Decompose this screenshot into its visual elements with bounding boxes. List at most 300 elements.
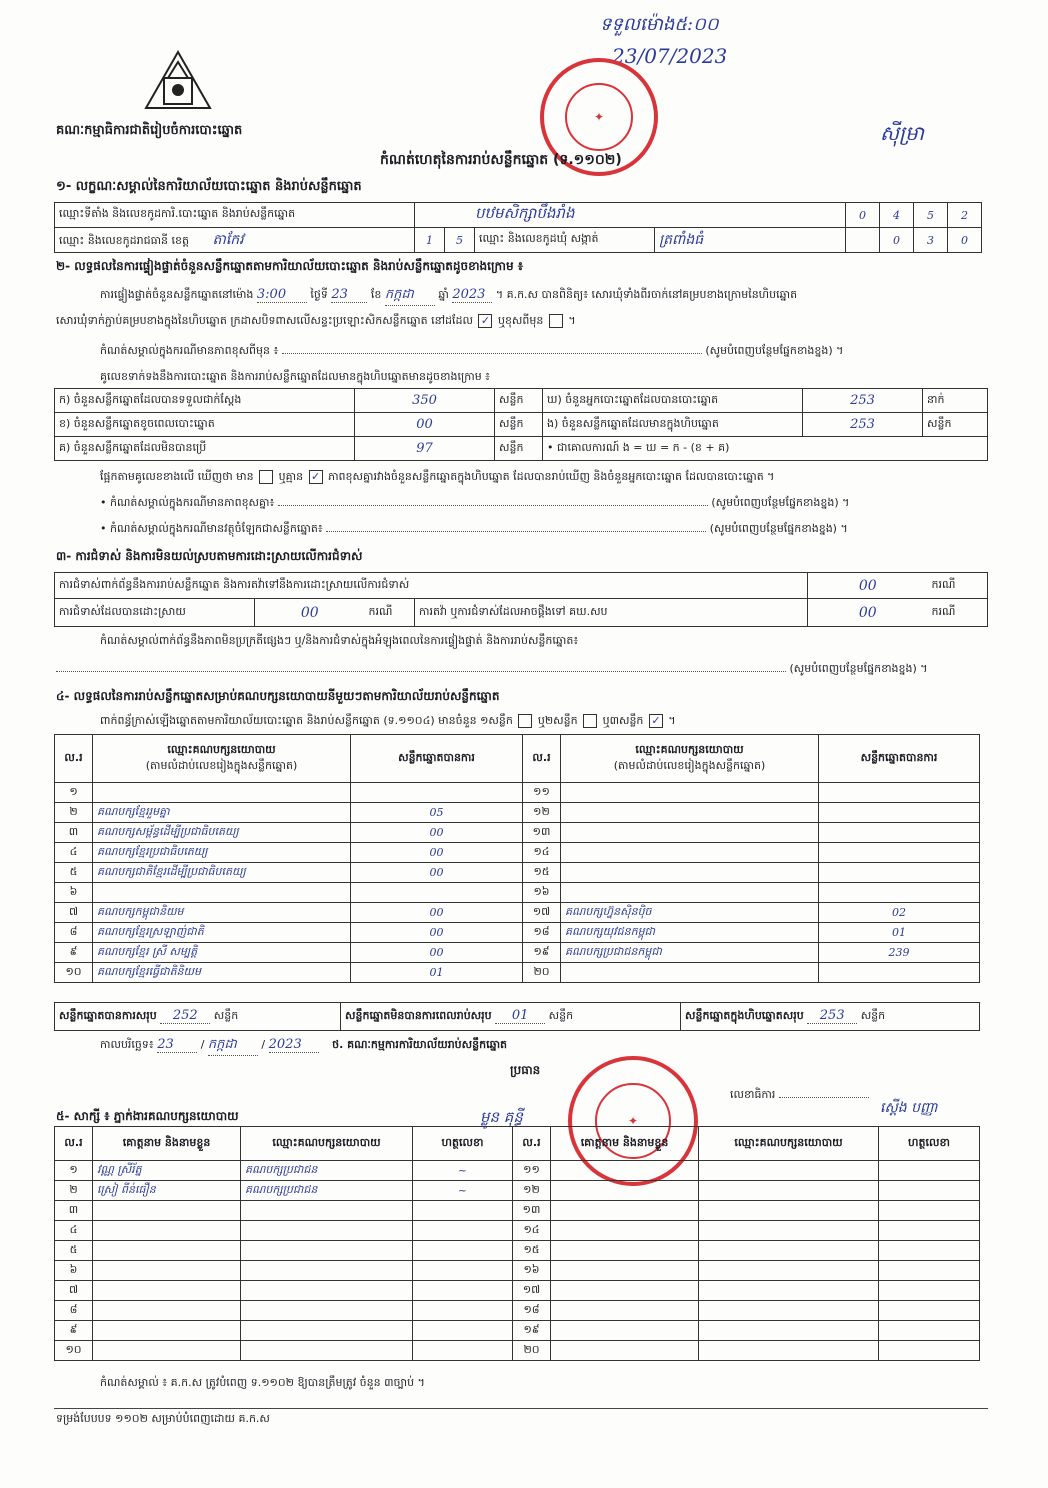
- witness-name: [551, 1301, 699, 1321]
- w-col-no-left: ល.រ: [55, 1127, 93, 1161]
- party-name: គណបក្សខ្មែររួមគ្នា: [93, 803, 351, 823]
- received-signature: ស៊ីម្រា: [880, 121, 925, 145]
- col-votes-left: សន្លឹកឆ្នោតបានការ: [351, 735, 523, 783]
- witness-party: [241, 1241, 413, 1261]
- party-votes: [819, 843, 980, 863]
- w-col-party-left: ឈ្មោះគណបក្សនយោបាយ: [241, 1127, 413, 1161]
- table-row: [55, 1181, 980, 1201]
- count-b-unit: សន្លឹក: [495, 413, 543, 437]
- witness-body: [55, 1161, 980, 1361]
- party-votes: 239: [819, 943, 980, 963]
- row-no: ១៤: [523, 843, 561, 863]
- witness-party: [699, 1161, 879, 1181]
- resolved-label: ការជំទាស់ដែលបានដោះស្រាយ: [55, 599, 255, 627]
- witness-name: [551, 1321, 699, 1341]
- party-votes: [351, 883, 523, 903]
- count-a-unit: សន្លឹក: [495, 389, 543, 413]
- table-row: [55, 1301, 980, 1321]
- total-valid-value: 252: [160, 1008, 210, 1024]
- date-month: កក្កដា: [208, 1036, 258, 1056]
- witness-name: [93, 1281, 241, 1301]
- section3-table: [54, 572, 988, 627]
- line2-text: សោរឃុំទាក់ភ្ជាប់គម្របខាងក្នុងនៃហិបឆ្នោត ក្រដាសបិទពាសលើសន្ទះប្រឡោះសិកសន្លឹកឆ្នោត នៅដដែល: [56, 314, 473, 327]
- w-row-no: ១៧: [513, 1281, 551, 1301]
- footer-divider: [54, 1408, 988, 1409]
- bullet2-blank: [326, 531, 706, 532]
- w-col-sig-left: ហត្ថលេខា: [413, 1127, 513, 1161]
- witness-party: [699, 1281, 879, 1301]
- witness-party: [241, 1201, 413, 1221]
- witness-signature: [879, 1201, 980, 1221]
- col-no-left: ល.រ: [55, 735, 93, 783]
- witness-signature: [413, 1201, 513, 1221]
- line2-yes: ឬខុសពីមុន: [497, 314, 544, 327]
- row-no: ៩: [55, 943, 93, 963]
- witness-name: [93, 1321, 241, 1341]
- place-value: បឋមសិក្សាបឹងរាំង: [415, 203, 846, 228]
- province-code-2: 5: [445, 228, 475, 253]
- row-no: ១៩: [523, 943, 561, 963]
- no-difference-checkbox[interactable]: ✓: [309, 470, 323, 484]
- count-c-value: 97: [355, 437, 495, 461]
- footer-bottom: ទម្រង់បែបបទ ១១០២ សម្រាប់បំពេញដោយ គ.ក.ស: [56, 1412, 270, 1425]
- witness-name: [93, 1241, 241, 1261]
- section1-table: [54, 202, 982, 253]
- province-code-1: 1: [415, 228, 445, 253]
- witness-party: [699, 1221, 879, 1241]
- col-votes-right: សន្លឹកឆ្នោតបានការ: [819, 735, 980, 783]
- place-code-4: 2: [948, 203, 982, 228]
- section5-title: ៥- សាក្សី ៖ ភ្នាក់ងារគណបក្សនយោបាយ: [56, 1109, 239, 1123]
- count-c-label: គ) ចំនួនសន្លឹកឆ្នោតដែលមិនបានប្រើ: [55, 437, 355, 461]
- commune-value: ត្រពាំងធំ: [655, 228, 846, 253]
- party-name: [93, 883, 351, 903]
- section2-line2: សោរឃុំទាក់ភ្ជាប់គម្របខាងក្នុងនៃហិបឆ្នោត ក្រដាសបិទពាសលើសន្ទះប្រឡោះសិកសន្លឹកឆ្នោត នៅដដែល ✓ ឬខុសពីមុន ។: [56, 314, 576, 327]
- witness-signature: [413, 1301, 513, 1321]
- witness-signature: [879, 1161, 980, 1181]
- total-box-value: 253: [807, 1008, 857, 1024]
- resolved-unit: ករណី: [365, 599, 415, 627]
- witness-party: [699, 1321, 879, 1341]
- witness-name: [93, 1201, 241, 1221]
- party-results-body: [55, 783, 980, 983]
- count-e-label: ង) ចំនួនសន្លឹកឆ្នោតដែលមានក្នុងហិបឆ្នោត: [543, 413, 803, 437]
- witness-signature: [879, 1321, 980, 1341]
- party-votes: 05: [351, 803, 523, 823]
- line1-day: 23: [331, 287, 367, 303]
- w-row-no: ២: [55, 1181, 93, 1201]
- row-no: ២០: [523, 963, 561, 983]
- section3-fill-note: (សូមបំពេញបន្ថែមផ្នែកខាងខ្នង) ។: [789, 662, 928, 675]
- total-valid: [55, 1003, 341, 1031]
- sheet1-checkbox[interactable]: [518, 714, 532, 728]
- party-name: គណបក្សជាតិខ្មែរដើម្បីប្រជាធិបតេយ្យ: [93, 863, 351, 883]
- party-name: [561, 803, 819, 823]
- party-name: [561, 963, 819, 983]
- form-title: កំណត់ហេតុនៃការរាប់សន្លឹកឆ្នោត (ទ.១១០២): [380, 152, 622, 168]
- date-line: កាលបរិច្ឆេទ៖ 23 / កក្កដា / 2023 ថ. គណៈកម្មការការិយាល័យរាប់សន្លឹកឆ្នោត: [100, 1036, 507, 1056]
- received-note: ទទួលម៉ោង៥:០០: [600, 14, 719, 35]
- w-row-no: ២០: [513, 1341, 551, 1361]
- line5-b: ឬគ្មាន: [278, 470, 304, 483]
- party-name: [561, 843, 819, 863]
- witness-name: [551, 1241, 699, 1261]
- party-name: គណបក្សយុវជនកម្ពុជា: [561, 923, 819, 943]
- resolved-value: 00: [255, 599, 365, 627]
- total-box-unit: សន្លឹក: [860, 1009, 886, 1022]
- section2-line3: [100, 344, 980, 360]
- table-row: [55, 1161, 980, 1181]
- row-no: ១៦: [523, 883, 561, 903]
- w-row-no: ៩: [55, 1321, 93, 1341]
- w-row-no: ៨: [55, 1301, 93, 1321]
- witness-party: គណបក្សប្រជាជន: [241, 1181, 413, 1201]
- w-row-no: ១៩: [513, 1321, 551, 1341]
- party-name: គណបក្សខ្មែរធ្វើជាតិនិយម: [93, 963, 351, 983]
- count-a-value: 350: [355, 389, 495, 413]
- witness-signature: [879, 1241, 980, 1261]
- count-b-label: ខ) ចំនួនសន្លឹកឆ្នោតខូចពេលបោះឆ្នោត: [55, 413, 355, 437]
- party-name: គណបក្សសម្ព័ន្ធដើម្បីប្រជាធិបតេយ្យ: [93, 823, 351, 843]
- section3-note-text: កំណត់សម្គាល់ពាក់ព័ន្ធនឹងភាពមិនប្រក្រតីផ្សេងៗ ឬ/និងការជំទាស់ក្នុងអំឡុងពេលនៃការផ្ទៀងផ្ទាត់ និងការរាប់សន្លឹកឆ្នោត៖: [100, 634, 579, 647]
- stamp-seal-icon: ✦: [565, 83, 633, 151]
- section2-line4: គូលេខទាក់ទងនឹងការបោះឆ្នោត និងការរាប់សន្លឹកឆ្នោតដែលមានក្នុងហិបឆ្នោតមានដូចខាងក្រោម ៖: [100, 370, 491, 383]
- witness-signature: [413, 1221, 513, 1241]
- totals-table: [54, 1002, 980, 1031]
- party-name: គណបក្សហ្វ៊ុនស៊ិនប៉ិច: [561, 903, 819, 923]
- col-party-right: [561, 735, 819, 783]
- w-row-no: ១២: [513, 1181, 551, 1201]
- secretary-line: [730, 1088, 869, 1104]
- witness-signature: [413, 1261, 513, 1281]
- row-no: ១៣: [523, 823, 561, 843]
- count-d-value: 253: [803, 389, 923, 413]
- line1-e: ។ គ.ក.ស បានពិនិត្យ៖ សោរឃុំទាំងពីរចាក់នៅគម្របខាងក្រោមនៃហិបឆ្នោត: [495, 288, 798, 301]
- row-no: ៨: [55, 923, 93, 943]
- table-row: [55, 943, 980, 963]
- appeal-unit: ករណី: [928, 599, 988, 627]
- w-row-no: ៥: [55, 1241, 93, 1261]
- section3-title: ៣- ការជំទាស់ និងការមិនយល់ស្របតាមការដោះស្រាយលើការជំទាស់: [56, 549, 363, 563]
- party-name: គណបក្សខ្មែរប្រជាធិបតេយ្យ: [93, 843, 351, 863]
- party-votes: [819, 803, 980, 823]
- line1-time: 3:00: [257, 287, 307, 303]
- witness-signature: ~: [413, 1181, 513, 1201]
- witness-table: [54, 1126, 980, 1361]
- sub-b: ឬ២សន្លឹក: [537, 714, 578, 727]
- committee-label: ថ. គណៈកម្មការការិយាល័យរាប់សន្លឹកឆ្នោត: [332, 1038, 508, 1051]
- line1-c: ខែ: [370, 288, 382, 301]
- col-no-right: ល.រ: [523, 735, 561, 783]
- party-votes: 00: [351, 903, 523, 923]
- commune-code-1: 0: [880, 228, 914, 253]
- witness-signature: [413, 1241, 513, 1261]
- nec-emblem-icon: [140, 48, 216, 114]
- bullet1-fill-note: (សូមបំពេញបន្ថែមផ្នែកខាងខ្នង) ។: [711, 496, 850, 509]
- total-box: [681, 1003, 980, 1031]
- different-checkbox[interactable]: [549, 314, 563, 328]
- count-c-unit: សន្លឹក: [495, 437, 543, 461]
- total-invalid-unit: សន្លឹក: [548, 1009, 574, 1022]
- chair-signature: ម្លូន គុន្ធី: [480, 1108, 523, 1126]
- w-row-no: ៣: [55, 1201, 93, 1221]
- row-no: ៥: [55, 863, 93, 883]
- table-row: [55, 803, 980, 823]
- witness-signature: [413, 1341, 513, 1361]
- w-row-no: ១: [55, 1161, 93, 1181]
- table-row: [55, 843, 980, 863]
- row-no: ៦: [55, 883, 93, 903]
- witness-signature: ~: [413, 1161, 513, 1181]
- commune-code-blank: [846, 228, 880, 253]
- line5-a: ផ្អែកតាមគូលេខខាងលើ ឃើញថា មាន: [100, 470, 254, 483]
- stamp-seal-icon: ✦: [595, 1083, 671, 1159]
- row-no: ១: [55, 783, 93, 803]
- sub-c: ឬ៣សន្លឹក: [602, 714, 644, 727]
- table-row: [55, 1321, 980, 1341]
- party-votes: [819, 863, 980, 883]
- party-name: គណបក្សកម្ពុជានិយម: [93, 903, 351, 923]
- appeal-value: 00: [808, 599, 928, 627]
- party-name: គណបក្សខ្មែរ ស្រី សម្បត្តិ: [93, 943, 351, 963]
- witness-party: [699, 1241, 879, 1261]
- witness-name: [551, 1181, 699, 1201]
- province-value: តាកែវ: [212, 231, 244, 248]
- witness-signature: [413, 1281, 513, 1301]
- count-formula: • ជាគោលការណ៍ ង = ឃ = ក - (ខ + គ): [543, 437, 988, 461]
- witness-party: [699, 1341, 879, 1361]
- sheet2-checkbox[interactable]: [583, 714, 597, 728]
- secretary-blank: [779, 1097, 869, 1098]
- party-votes: 00: [351, 823, 523, 843]
- witness-name: [93, 1221, 241, 1241]
- place-label: ឈ្មោះទីតាំង និងលេខកូដការិ.បោះឆ្នោត និងរាប់សន្លឹកឆ្នោត: [55, 203, 415, 228]
- witness-party: [699, 1261, 879, 1281]
- bullet1-text: • កំណត់សម្គាល់ក្នុងករណីមានភាពខុសគ្នា៖: [100, 496, 275, 509]
- party-name: [561, 863, 819, 883]
- bullet2-line: [100, 522, 990, 538]
- section2-line1: [100, 286, 797, 306]
- w-row-no: ១៤: [513, 1221, 551, 1241]
- section3-note-blank: [56, 671, 786, 672]
- party-votes: [351, 783, 523, 803]
- bullet2-text: • កំណត់សម្គាល់ក្នុងករណីមានវត្ថុចំឡែកជាសន្លឹកឆ្នោត៖: [100, 522, 323, 535]
- line1-d: ឆ្នាំ: [438, 288, 449, 301]
- table-row: [55, 923, 980, 943]
- count-d-unit: នាក់: [923, 389, 988, 413]
- party-votes: [819, 883, 980, 903]
- section2-counts-table: [54, 388, 988, 461]
- w-row-no: ៧: [55, 1281, 93, 1301]
- witness-name: [551, 1341, 699, 1361]
- line3-blank: [282, 353, 702, 354]
- witness-name: ស្រៀ ពីន់ធឿន: [93, 1181, 241, 1201]
- table-row: [55, 903, 980, 923]
- witness-signature: [879, 1221, 980, 1241]
- party-votes: 01: [351, 963, 523, 983]
- section1-title: ១- លក្ខណៈសម្គាល់នៃការិយាល័យបោះឆ្នោត និងរាប់សន្លឹកឆ្នោត: [56, 179, 362, 194]
- party-votes: 00: [351, 843, 523, 863]
- party-votes: 02: [819, 903, 980, 923]
- table-row: [55, 963, 980, 983]
- witness-party: គណបក្សប្រជាជន: [241, 1161, 413, 1181]
- witness-signature: [879, 1301, 980, 1321]
- witness-name: [551, 1161, 699, 1181]
- witness-name: [93, 1301, 241, 1321]
- witness-name: [551, 1261, 699, 1281]
- party-name: គណបក្សប្រជាជនកម្ពុជា: [561, 943, 819, 963]
- party-results-table: [54, 734, 980, 983]
- row-no: ១៨: [523, 923, 561, 943]
- witness-party: [241, 1261, 413, 1281]
- witness-signature: [879, 1181, 980, 1201]
- section4-title: ៤- លទ្ធផលនៃការរាប់សន្លឹកឆ្នោតសម្រាប់គណបក្សនយោបាយនីមួយៗតាមការិយាល័យរាប់សន្លឹកឆ្នោត: [56, 689, 500, 703]
- witness-name: [551, 1281, 699, 1301]
- w-row-no: ១៨: [513, 1301, 551, 1321]
- secretary-label: លេខាធិការ: [730, 1088, 776, 1101]
- total-invalid-label: សន្លឹកឆ្នោតមិនបានការពេលរាប់សរុប: [345, 1009, 492, 1022]
- line3-text: កំណត់សម្គាល់ក្នុងករណីមានភាពខុសពីមុន ៖: [100, 344, 279, 357]
- row-no: ១២: [523, 803, 561, 823]
- row-no: ៤: [55, 843, 93, 863]
- witness-name: [93, 1261, 241, 1281]
- total-valid-label: សន្លឹកឆ្នោតបានការសរុប: [59, 1009, 157, 1022]
- count-b-value: 00: [355, 413, 495, 437]
- table-row: [55, 1261, 980, 1281]
- witness-party: [241, 1301, 413, 1321]
- party-votes: 01: [819, 923, 980, 943]
- party-votes: [819, 823, 980, 843]
- date-label: កាលបរិច្ឆេទ៖: [100, 1038, 154, 1051]
- place-code-3: 5: [914, 203, 948, 228]
- line1-b: ថ្ងៃទី: [310, 288, 328, 301]
- commune-code-2: 3: [914, 228, 948, 253]
- section2-line5: [100, 470, 774, 486]
- row-no: ១៧: [523, 903, 561, 923]
- same-checkbox[interactable]: ✓: [478, 314, 492, 328]
- witness-name: វណ្ណ ស្រីរ័ត្ន: [93, 1161, 241, 1181]
- col-party-right-sub: (តាមលំដាប់លេខរៀងក្នុងសន្លឹកឆ្នោត): [613, 758, 766, 772]
- w-row-no: ១៣: [513, 1201, 551, 1221]
- section2-title: ២- លទ្ធផលនៃការផ្ទៀងផ្ទាត់ចំនួនសន្លឹកឆ្នោតតាមការិយាល័យបោះឆ្នោត និងរាប់សន្លឹកឆ្នោតដូចខាងក្រោម ៖: [56, 259, 524, 273]
- secretary-signature: ស្តើង បញ្ញា: [880, 1100, 938, 1116]
- total-box-label: សន្លឹកឆ្នោតក្នុងហិបឆ្នោតសរុប: [685, 1009, 804, 1022]
- total-invalid: [341, 1003, 681, 1031]
- w-row-no: ៦: [55, 1261, 93, 1281]
- line3-fill-note: (សូមបំពេញបន្ថែមផ្នែកខាងខ្នង) ។: [705, 344, 844, 357]
- count-d-label: ឃ) ចំនួនអ្នកបោះឆ្នោតដែលបានបោះឆ្នោត: [543, 389, 803, 413]
- witness-name: [551, 1201, 699, 1221]
- witness-signature: [879, 1281, 980, 1301]
- section4-subtitle-text: ពាក់ពន្ធ័ក្រាស់ឡើងឆ្នោតតាមការិយាល័យបោះឆ្នោត និងរាប់សន្លឹកឆ្នោត (ទ.១១០៤) មានចំនួន ១សន្លឹក: [100, 714, 513, 727]
- col-party-left-title: ឈ្មោះគណបក្សនយោបាយ: [167, 742, 276, 756]
- section4-subtitle: ពាក់ពន្ធ័ក្រាស់ឡើងឆ្នោតតាមការិយាល័យបោះឆ្នោត និងរាប់សន្លឹកឆ្នោត (ទ.១១០៤) មានចំនួន ១សន្លឹក ឬ២សន្លឹក ឬ៣សន្លឹក ✓ ។: [100, 714, 676, 727]
- w-row-no: ៤: [55, 1221, 93, 1241]
- col-party-right-title: ឈ្មោះគណបក្សនយោបាយ: [635, 742, 744, 756]
- w-row-no: ១៦: [513, 1261, 551, 1281]
- has-difference-checkbox[interactable]: [259, 470, 273, 484]
- section3-note: [100, 634, 990, 650]
- party-votes: 00: [351, 943, 523, 963]
- line1-a: ការផ្ទៀងផ្ទាត់ចំនួនសន្លឹកឆ្នោតនៅម៉ោង: [100, 288, 254, 301]
- table-row: [55, 783, 980, 803]
- appeal-label: ការតវ៉ា ឬការជំទាស់ដែលអាចផ្តឹងទៅ គឃ.សប: [415, 599, 808, 627]
- row-no: ១០: [55, 963, 93, 983]
- bullet1-blank: [278, 505, 708, 506]
- sheet3-checkbox[interactable]: ✓: [649, 714, 663, 728]
- table-row: [55, 1221, 980, 1241]
- count-e-value: 253: [803, 413, 923, 437]
- table-row: [55, 823, 980, 843]
- bullet2-fill-note: (សូមបំពេញបន្ថែមផ្នែកខាងខ្នង) ។: [709, 522, 848, 535]
- witness-party: [241, 1221, 413, 1241]
- table-row: [55, 1241, 980, 1261]
- table-row: [55, 883, 980, 903]
- row-no: ៣: [55, 823, 93, 843]
- received-date: 23/07/2023: [612, 44, 728, 68]
- witness-party: [699, 1181, 879, 1201]
- table-row: [55, 863, 980, 883]
- table-row: [55, 1281, 980, 1301]
- line1-year: 2023: [452, 287, 492, 303]
- col-party-left-sub: (តាមលំដាប់លេខរៀងក្នុងសន្លឹកឆ្នោត): [145, 758, 298, 772]
- table-row: [55, 1341, 980, 1361]
- witness-party: [241, 1321, 413, 1341]
- party-name: [561, 783, 819, 803]
- org-name: គណៈកម្មាធិការជាតិរៀបចំការបោះឆ្នោត: [56, 123, 243, 138]
- party-name: [561, 883, 819, 903]
- witness-party: [241, 1341, 413, 1361]
- date-day: 23: [157, 1037, 197, 1053]
- count-a-label: ក) ចំនួនសន្លឹកឆ្នោតដែលបានទទួលជាក់ស្តែង: [55, 389, 355, 413]
- party-votes: 00: [351, 923, 523, 943]
- party-name: [93, 783, 351, 803]
- objection-value: 00: [808, 573, 928, 599]
- commune-code-3: 0: [948, 228, 982, 253]
- row-no: ១៥: [523, 863, 561, 883]
- party-votes: [819, 963, 980, 983]
- row-no: ១១: [523, 783, 561, 803]
- footer-note: កំណត់សម្គាល់ ៖ គ.ក.ស ត្រូវបំពេញ ទ.១១០២ ឱ្យបានត្រឹមត្រូវ ចំនួន ៣ច្បាប់ ។: [100, 1376, 425, 1389]
- row-no: ២: [55, 803, 93, 823]
- col-party-left: [93, 735, 351, 783]
- table-row: [55, 1201, 980, 1221]
- row-no: ៧: [55, 903, 93, 923]
- chair-label: ប្រធាន: [510, 1063, 541, 1077]
- witness-party: [699, 1301, 879, 1321]
- province-label: [55, 228, 415, 253]
- party-name: [561, 823, 819, 843]
- witness-signature: [879, 1341, 980, 1361]
- party-votes: 00: [351, 863, 523, 883]
- witness-party: [241, 1281, 413, 1301]
- witness-party: [699, 1201, 879, 1221]
- w-col-party-right: ឈ្មោះគណបក្សនយោបាយ: [699, 1127, 879, 1161]
- objection-label: ការជំទាស់ពាក់ព័ន្ធនឹងការរាប់សន្លឹកឆ្នោត និងការតវ៉ាទៅនឹងការដោះស្រាយលើការជំទាស់: [55, 573, 808, 599]
- count-e-unit: សន្លឹក: [923, 413, 988, 437]
- section3-note-line2: [56, 662, 986, 678]
- objection-unit: ករណី: [928, 573, 988, 599]
- witness-name: [93, 1341, 241, 1361]
- witness-name: [551, 1221, 699, 1241]
- province-label-text: ឈ្មោះ និងលេខកូដរាជធានី ខេត្ត: [59, 233, 189, 247]
- place-code-2: 4: [880, 203, 914, 228]
- witness-signature: [413, 1321, 513, 1341]
- commune-label: ឈ្មោះ និងលេខកូដឃុំ សង្កាត់: [475, 228, 655, 253]
- w-col-name-left: គោត្តនាម និងនាមខ្លួន: [93, 1127, 241, 1161]
- w-col-no-right: ល.រ: [513, 1127, 551, 1161]
- w-row-no: ១៥: [513, 1241, 551, 1261]
